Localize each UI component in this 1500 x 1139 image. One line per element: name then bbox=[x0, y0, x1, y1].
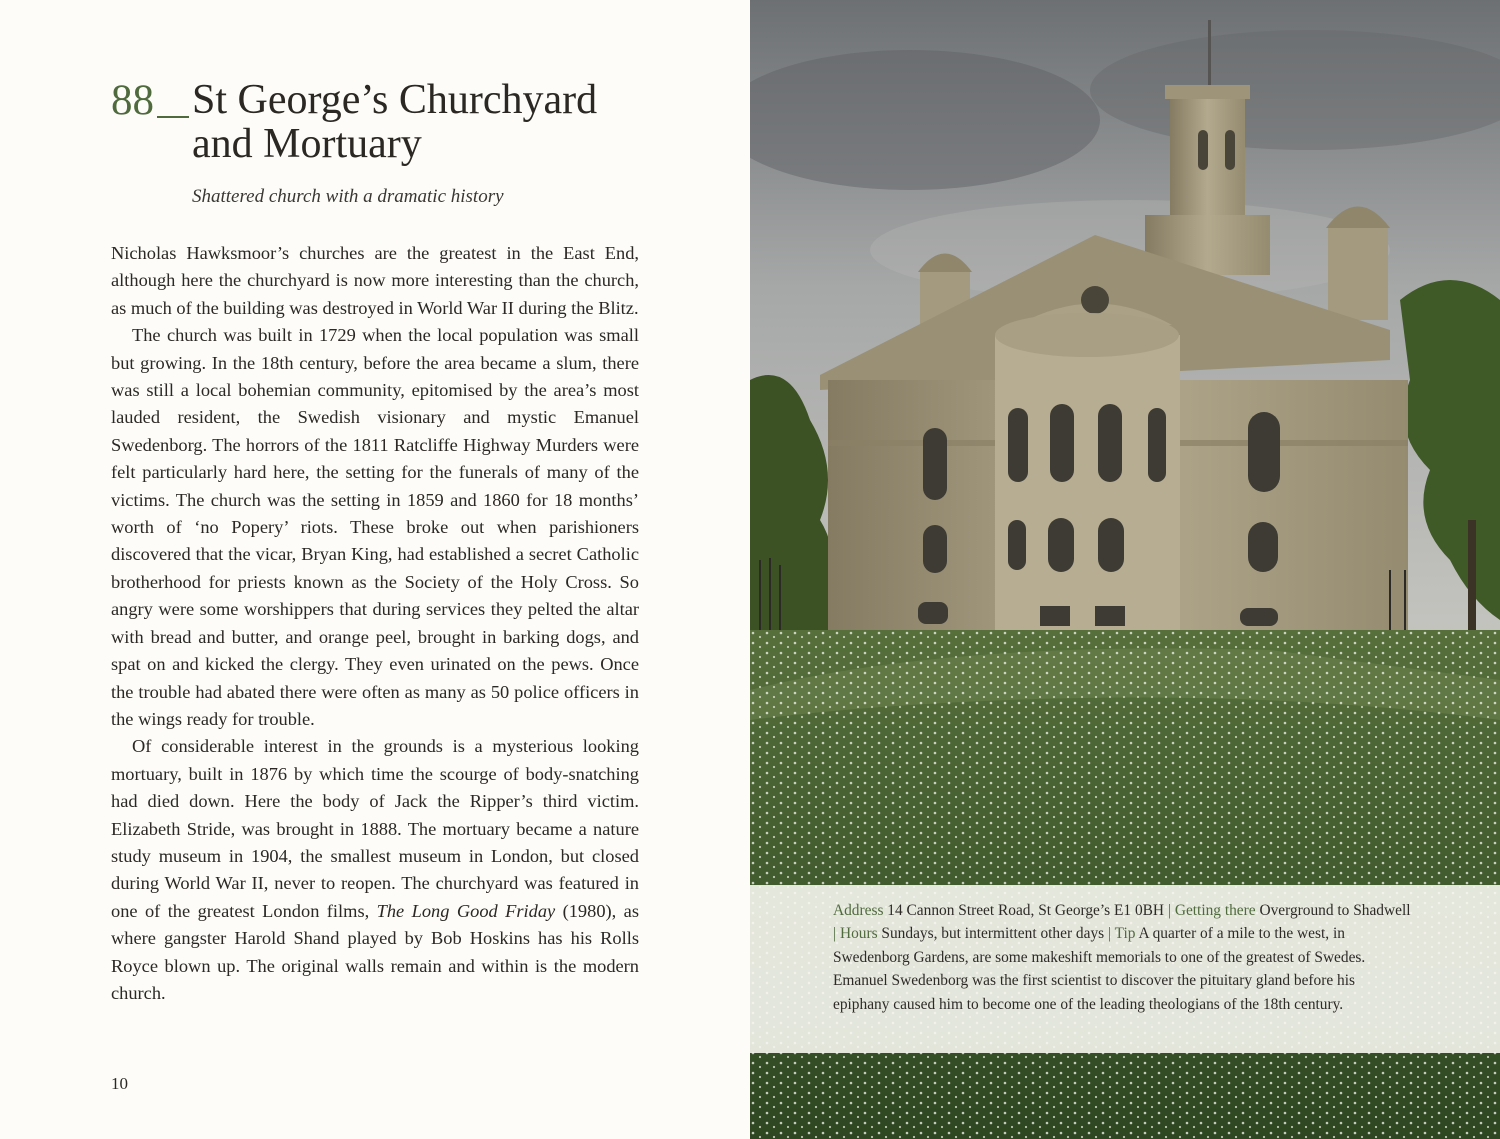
paragraph-1: Nicholas Hawksmoor’s churches are the greatest in the East End, although here the churchyard is now more interesting than the church, as much of the building was destroyed in World War II during the Blitz. bbox=[111, 243, 639, 318]
title-rule bbox=[157, 116, 189, 118]
visitor-info-text bbox=[833, 899, 1413, 1016]
address-label: Address bbox=[833, 902, 884, 919]
paragraph-3-end: (1980), as where gangster Harold Shand played by Bob Hoskins has his Rolls Royce blown up. The original walls remain and within is the modern church. bbox=[111, 900, 639, 1003]
separator: | bbox=[833, 925, 837, 943]
paragraph-2: The church was built in 1729 when the local population was small but growing. In the 18th century, before the area became a slum, there was still a local bohemian community, epitomised by the area’s most lauded resident, the Swedish visionary and mystic Emanuel Swedenborg. The horrors of the 1811 Ratcliffe Highway Murders were felt particularly hard here, the setting for the funerals of many of the victims. The church was the setting in 1859 and 1860 for 18 months’ worth of ‘no Popery’ riots. These broke out when parishioners discovered that the vicar, Bryan King, had established a secret Catholic brotherhood for priests known as the Society of the Holy Cross. So angry were some worshippers that during services they pelted the altar with bread and butter, and orange peel, brought in barking dogs, and spat on and kicked the clergy. They even urinated on the pews. Once the trouble had abated there were often as many as 50 police officers in the wings ready for trouble. bbox=[111, 325, 639, 729]
title-line-1: St George’s Churchyard bbox=[192, 77, 598, 123]
page-number: 10 bbox=[111, 1074, 128, 1093]
subtitle: Shattered church with a dramatic history bbox=[192, 186, 504, 207]
tip-value: A quarter of a mile to the west, in Swedenborg Gardens, are some makeshift memorials to one of the greatest of Swedes. Emanuel Swedenborg was the first scientist to discover the pituitary gland before his epiphany caused him to become one of the leading theologians of the 18th century. bbox=[833, 925, 1366, 1013]
article-body bbox=[111, 240, 639, 1007]
visitor-info-box bbox=[750, 885, 1500, 1053]
getting-there-value: Overground to Shadwell bbox=[1255, 902, 1411, 919]
flagpole bbox=[1208, 20, 1211, 90]
address-value: 14 Cannon Street Road, St George’s E1 0BH bbox=[883, 902, 1168, 919]
hours-label: Hours bbox=[839, 925, 878, 943]
separator: | bbox=[1167, 902, 1171, 919]
apse bbox=[995, 335, 1180, 630]
hours-value: Sundays, but intermittent other days bbox=[877, 925, 1108, 943]
paragraph-3 bbox=[111, 733, 639, 1007]
paragraph-3-start: Of considerable interest in the grounds is a mysterious looking mortuary, built in 1876 by which time the scourge of body-snatching had died down. Here the body of Jack the Ripper’s third victim. Elizabeth Stride, was brought in 1888. The mortuary became a nature study museum in 1904, the smallest museum in London, but closed during World War II, never to reopen. The churchyard was featured in one of the greatest London films, bbox=[111, 736, 639, 921]
tip-label: Tip bbox=[1114, 925, 1136, 943]
right-page bbox=[750, 0, 1500, 1139]
getting-there-label: Getting there bbox=[1174, 902, 1256, 919]
separator: | bbox=[1107, 925, 1112, 943]
page-title bbox=[192, 78, 662, 166]
entry-number: 88 bbox=[111, 77, 154, 124]
title-line-2: and Mortuary bbox=[192, 121, 422, 167]
film-title: The Long Good Friday bbox=[376, 900, 556, 921]
